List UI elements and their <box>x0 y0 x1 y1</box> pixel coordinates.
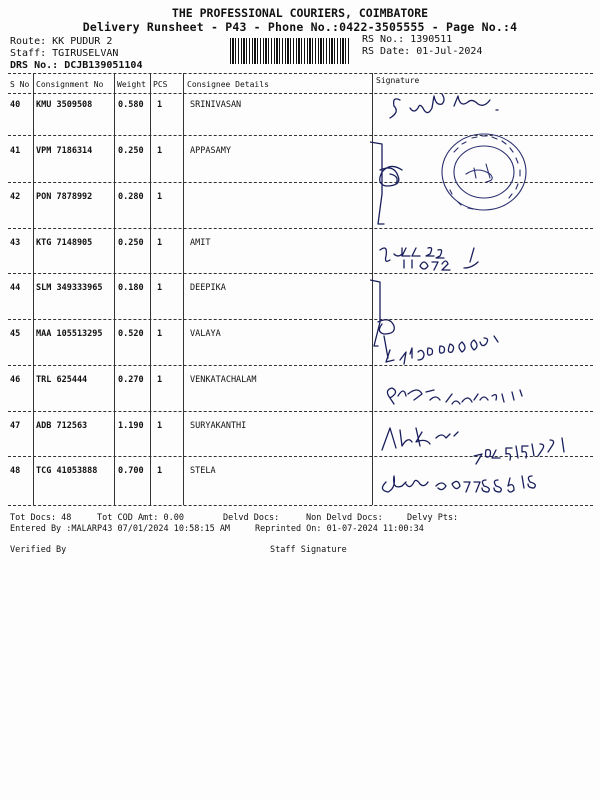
signature-row41-42 <box>370 142 402 224</box>
row-consignment: ADB 712563 <box>36 421 88 431</box>
row-consignment: VPM 7186314 <box>36 146 93 156</box>
row-consignee: SURYAKANTHI <box>190 421 247 431</box>
row-weight: 0.250 <box>118 238 144 248</box>
row-sno: 44 <box>10 283 21 293</box>
staff-value: TGIRUSELVAN <box>52 48 119 59</box>
col-header-weight: Weight <box>117 80 146 89</box>
rs-date-label: RS Date: <box>362 46 411 57</box>
row-consignment: TRL 625444 <box>36 375 88 385</box>
row-consignee: DEEPIKA <box>190 283 226 293</box>
row-weight: 0.520 <box>118 329 144 339</box>
signature-row47-phone <box>474 438 564 464</box>
col-header-signature: Signature <box>376 76 420 85</box>
route-line <box>10 36 112 47</box>
table-top-rule <box>8 73 593 74</box>
rs-no-line <box>362 34 452 45</box>
row-weight: 0.180 <box>118 283 144 293</box>
tot-cod-amount: Tot COD Amt: 0.00 <box>97 513 184 523</box>
route-value: KK PUDUR 2 <box>52 36 113 47</box>
signature-row40 <box>390 94 498 118</box>
row-consignee: STELA <box>190 466 216 476</box>
row-sno: 47 <box>10 421 21 431</box>
row-pcs: 1 <box>157 192 163 202</box>
row-consignment: MAA 105513295 <box>36 329 103 339</box>
row-consignee: APPASAMY <box>190 146 231 156</box>
signature-row48 <box>382 476 535 492</box>
row-weight: 0.250 <box>118 146 144 156</box>
signature-row45-phone <box>400 336 498 364</box>
verified-by: Verified By <box>10 545 67 555</box>
drs-label: DRS No.: <box>10 60 59 71</box>
row-weight: 0.270 <box>118 375 144 385</box>
staff-label: Staff: <box>10 48 47 59</box>
row-consignment: TCG 41053888 <box>36 466 98 476</box>
row-pcs: 1 <box>157 329 163 339</box>
row-sno: 41 <box>10 146 21 156</box>
row-consignee: SRINIVASAN <box>190 100 242 110</box>
signatures-layer <box>370 90 595 505</box>
tot-docs: Tot Docs: 48 <box>10 513 72 523</box>
reprinted-on: Reprinted On: 01-07-2024 11:00:34 <box>255 524 424 534</box>
col-header-pcs: PCS <box>153 80 168 89</box>
row-consignment: PON 7878992 <box>36 192 93 202</box>
route-label: Route: <box>10 36 47 47</box>
table-bottom-rule <box>8 505 593 506</box>
staff-line <box>10 48 118 59</box>
company-stamp <box>442 134 526 210</box>
row-consignee: AMIT <box>190 238 211 248</box>
staff-signature: Staff Signature <box>270 545 347 555</box>
row-weight: 0.700 <box>118 466 144 476</box>
row-pcs: 1 <box>157 238 163 248</box>
row-consignee: VALAYA <box>190 329 221 339</box>
row-sno: 42 <box>10 192 21 202</box>
row-pcs: 1 <box>157 375 163 385</box>
signature-row46 <box>387 388 522 404</box>
signature-row47 <box>382 428 458 450</box>
row-weight: 0.280 <box>118 192 144 202</box>
drs-value: DCJB139051104 <box>64 60 143 71</box>
col-header-consignee: Consignee Details <box>187 80 269 89</box>
row-pcs: 1 <box>157 283 163 293</box>
col-header-consignment: Consignment No <box>36 80 104 89</box>
row-pcs: 1 <box>157 100 163 110</box>
row-pcs: 1 <box>157 146 163 156</box>
row-weight: 1.190 <box>118 421 144 431</box>
non-delivered-docs: Non Delvd Docs: <box>306 513 383 523</box>
runsheet-subtitle: Delivery Runsheet - P43 - Phone No.:0422-3505555 - Page No.:4 <box>82 20 518 34</box>
row-consignment: KMU 3509508 <box>36 100 93 110</box>
barcode <box>230 38 350 64</box>
col-divider <box>150 73 151 505</box>
col-divider <box>183 73 184 505</box>
row-sno: 45 <box>10 329 21 339</box>
col-divider <box>114 73 115 505</box>
signature-row43 <box>380 248 478 270</box>
row-sno: 43 <box>10 238 21 248</box>
row-pcs: 1 <box>157 466 163 476</box>
col-header-sno: S No <box>10 80 30 89</box>
row-sno: 46 <box>10 375 21 385</box>
delivery-points: Delvy Pts: <box>407 513 459 523</box>
row-sno: 40 <box>10 100 21 110</box>
rs-date-line <box>362 46 482 57</box>
row-consignment: SLM 349333965 <box>36 283 103 293</box>
row-weight: 0.580 <box>118 100 144 110</box>
rs-no-label: RS No.: <box>362 34 405 45</box>
row-consignment: KTG 7148905 <box>36 238 93 248</box>
row-consignee: VENKATACHALAM <box>190 375 257 385</box>
signature-row44-45 <box>370 280 394 362</box>
rs-no-value: 1390511 <box>410 34 453 45</box>
company-title: THE PROFESSIONAL COURIERS, COIMBATORE <box>171 6 429 20</box>
col-divider <box>33 73 34 505</box>
delivered-docs: Delvd Docs: <box>223 513 280 523</box>
row-pcs: 1 <box>157 421 163 431</box>
entered-by: Entered By :MALARP43 07/01/2024 10:58:15 AM <box>10 524 231 534</box>
rs-date-value: 01-Jul-2024 <box>416 46 483 57</box>
drs-line <box>10 60 142 71</box>
row-sno: 48 <box>10 466 21 476</box>
